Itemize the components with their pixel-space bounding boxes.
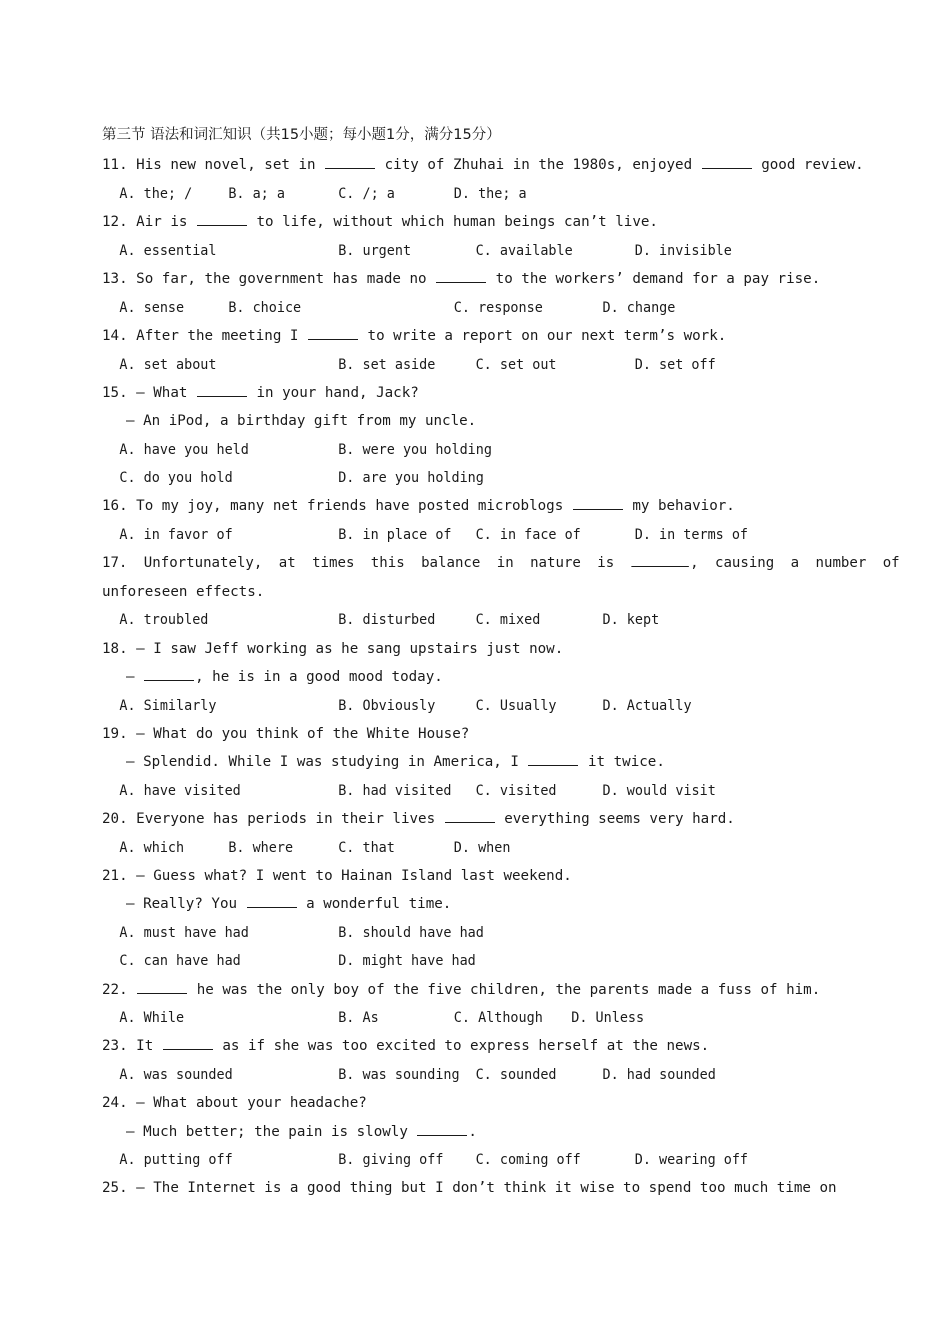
answer-blank [247, 891, 297, 908]
option-c: C. visited [475, 783, 557, 799]
question-17: 17. Unfortunately, at times this balance in nature is , causing a number of [102, 550, 900, 576]
option-d: D. Unless [571, 1010, 645, 1026]
option-a: A. must have had [119, 925, 249, 941]
question-number: 17. [102, 555, 128, 571]
option-d: D. change [602, 300, 676, 316]
option-d: D. invisible [634, 243, 732, 259]
question-number: 11. [102, 157, 128, 173]
question-17-continuation: unforeseen effects. [102, 584, 265, 600]
options-16 [0, 522, 900, 548]
options-14 [0, 352, 900, 378]
option-a: A. set about [119, 357, 217, 373]
dialogue-reply: — Really? You a wonderful time. [126, 891, 451, 917]
options-15-row1 [0, 437, 900, 463]
option-d: D. might have had [338, 953, 476, 969]
answer-blank [573, 493, 623, 510]
answer-blank [436, 266, 486, 283]
dialogue-reply: — An iPod, a birthday gift from my uncle. [126, 413, 477, 429]
option-a: A. was sounded [119, 1067, 233, 1083]
option-b: B. giving off [338, 1152, 444, 1168]
options-20 [0, 835, 900, 861]
option-c: C. set out [475, 357, 557, 373]
option-a: A. Similarly [119, 698, 217, 714]
options-24 [0, 1147, 900, 1173]
options-18 [0, 693, 900, 719]
question-11: 11. His new novel, set in city of Zhuhai in the 1980s, enjoyed good review. [102, 152, 864, 178]
question-number: 23. [102, 1038, 128, 1054]
question-21: 21. — Guess what? I went to Hainan Island last weekend. [102, 868, 572, 884]
question-25: 25. — The Internet is a good thing but I don’t think it wise to spend too much time on [102, 1180, 837, 1196]
question-13: 13. So far, the government has made no to the workers’ demand for a pay rise. [102, 266, 820, 292]
options-22 [0, 1005, 900, 1031]
answer-blank [445, 806, 495, 823]
option-c: C. can have had [119, 953, 241, 969]
option-c: C. mixed [475, 612, 541, 628]
answer-blank [144, 664, 194, 681]
option-b: B. urgent [338, 243, 412, 259]
options-21-row1 [0, 920, 900, 946]
option-a: A. putting off [119, 1152, 233, 1168]
question-24: 24. — What about your headache? [102, 1095, 367, 1111]
option-c: C. Although [453, 1010, 543, 1026]
options-17 [0, 607, 900, 633]
answer-blank [308, 323, 358, 340]
question-19: 19. — What do you think of the White House? [102, 726, 470, 742]
question-number: 22. [102, 982, 128, 998]
question-15: 15. — What in your hand, Jack? [102, 380, 419, 406]
option-a: A. the; / [119, 186, 193, 202]
option-d: D. Actually [602, 698, 692, 714]
option-c: C. available [475, 243, 573, 259]
answer-blank [197, 380, 247, 397]
option-d: D. had sounded [602, 1067, 716, 1083]
dialogue-reply: — Splendid. While I was studying in America, I it twice. [126, 749, 665, 775]
options-12 [0, 238, 900, 264]
question-18: 18. — I saw Jeff working as he sang upstairs just now. [102, 641, 564, 657]
options-15-row2 [0, 465, 900, 491]
question-number: 21. [102, 868, 128, 884]
answer-blank [137, 977, 187, 994]
section-title: 第三节 语法和词汇知识（共15小题；每小题1分，满分15分） [102, 127, 501, 143]
question-number: 24. [102, 1095, 128, 1111]
option-b: B. had visited [338, 783, 452, 799]
options-21-row2 [0, 948, 900, 974]
option-d: D. kept [602, 612, 660, 628]
option-a: A. have you held [119, 442, 249, 458]
answer-blank [325, 152, 375, 169]
question-14: 14. After the meeting I to write a report on our next term’s work. [102, 323, 726, 349]
options-19 [0, 778, 900, 804]
question-20: 20. Everyone has periods in their lives everything seems very hard. [102, 806, 735, 832]
option-c: C. sounded [475, 1067, 557, 1083]
option-b: B. choice [228, 300, 302, 316]
option-c: C. in face of [475, 527, 581, 543]
options-13 [0, 295, 900, 321]
option-c: C. response [453, 300, 543, 316]
option-b: B. should have had [338, 925, 484, 941]
answer-blank [702, 152, 752, 169]
option-b: B. in place of [338, 527, 452, 543]
options-11 [0, 181, 900, 207]
option-b: B. set aside [338, 357, 436, 373]
option-c: C. do you hold [119, 470, 233, 486]
option-d: D. are you holding [338, 470, 484, 486]
option-d: D. in terms of [634, 527, 749, 543]
question-number: 20. [102, 811, 128, 827]
question-23: 23. It as if she was too excited to express herself at the news. [102, 1033, 709, 1059]
answer-blank [632, 550, 689, 567]
question-12: 12. Air is to life, without which human beings can’t live. [102, 209, 658, 235]
option-c: C. /; a [338, 186, 395, 202]
question-number: 25. [102, 1180, 128, 1196]
option-a: A. have visited [119, 783, 241, 799]
answer-blank [163, 1033, 213, 1050]
answer-blank [417, 1119, 467, 1136]
option-a: A. which [119, 840, 185, 856]
option-a: A. essential [119, 243, 217, 259]
option-b: B. a; a [228, 186, 285, 202]
option-c: C. Usually [475, 698, 557, 714]
option-b: B. was sounding [338, 1067, 460, 1083]
option-d: D. wearing off [634, 1152, 749, 1168]
option-d: D. set off [634, 357, 716, 373]
question-number: 12. [102, 214, 128, 230]
option-b: B. where [228, 840, 294, 856]
option-b: B. disturbed [338, 612, 436, 628]
option-b: B. Obviously [338, 698, 436, 714]
option-c: C. coming off [475, 1152, 581, 1168]
question-number: 18. [102, 641, 128, 657]
question-number: 15. [102, 385, 128, 401]
option-c: C. that [338, 840, 395, 856]
option-a: A. troubled [119, 612, 209, 628]
option-a: A. sense [119, 300, 185, 316]
question-number: 14. [102, 328, 128, 344]
option-a: A. in favor of [119, 527, 233, 543]
option-a: A. While [119, 1010, 185, 1026]
dialogue-reply: — Much better; the pain is slowly . [126, 1119, 477, 1145]
question-16: 16. To my joy, many net friends have posted microblogs my behavior. [102, 493, 735, 519]
option-d: D. the; a [453, 186, 527, 202]
question-number: 16. [102, 498, 128, 514]
dialogue-reply: — , he is in a good mood today. [126, 664, 443, 690]
answer-blank [197, 209, 247, 226]
option-b: B. As [338, 1010, 379, 1026]
question-22: 22. he was the only boy of the five children, the parents made a fuss of him. [102, 977, 820, 1003]
option-b: B. were you holding [338, 442, 492, 458]
question-number: 19. [102, 726, 128, 742]
question-number: 13. [102, 271, 128, 287]
option-d: D. would visit [602, 783, 716, 799]
answer-blank [528, 749, 578, 766]
options-23 [0, 1062, 900, 1088]
option-d: D. when [453, 840, 511, 856]
